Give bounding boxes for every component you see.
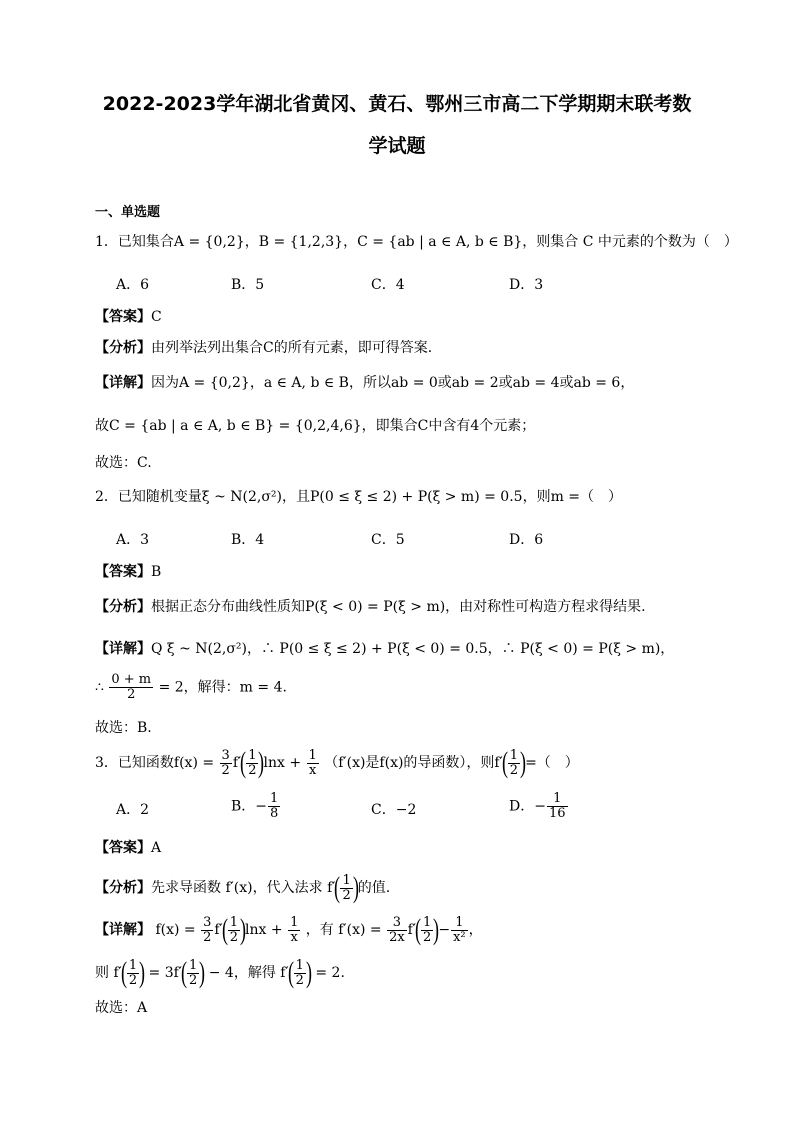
fraction-1-2: $\frac{1}{2}$ (509, 747, 519, 778)
q2-detail1: Q ξ ~ N(2,σ²)，∴ P(0 ≤ ξ ≤ 2) + P(ξ < 0) = 0.5，∴ P(ξ < 0) = P(ξ > m)， (151, 641, 675, 657)
fraction-1-x: $\frac{1}{x}$ (308, 747, 317, 778)
q1-option-a: A．6 (116, 277, 150, 293)
page-title-line2: 学试题 (368, 135, 426, 157)
q2-option-c: C．5 (371, 532, 405, 548)
detail-tag: 【详解】 (95, 641, 151, 657)
q2-analysis-line (95, 597, 646, 617)
q2-stem: 2．已知随机变量ξ ~ N(2,σ²)，且P(0 ≤ ξ ≤ 2) + P(ξ > m) = 0.5，则m =（ ） (95, 489, 623, 505)
q3-lnx: lnx + (263, 755, 302, 771)
section-heading: 一、单选题 (95, 205, 161, 220)
q2-option-d: D．6 (509, 532, 544, 548)
q3-option-d (509, 792, 569, 821)
q3-detail1-mid: lnx + (245, 922, 283, 938)
q2-choice: 故选：B. (95, 720, 152, 736)
q2-frac-den: 2 (127, 687, 136, 702)
page-title-line1: 2022-2023学年湖北省黄冈、黄石、鄂州三市高二下学期期末联考数 (102, 93, 692, 115)
q3-detail2-post: = 2. (315, 965, 345, 981)
q3-stem-mid: （f′(x)是f(x)的导函数），则f′ (324, 755, 503, 771)
fraction-3-2: $\frac{3}{2}$ (203, 914, 212, 945)
q3-detail2-pre: 则 f′ (95, 965, 122, 981)
q1-detail-line1 (95, 373, 634, 393)
q3-detail1-end: ， (468, 922, 483, 938)
q2-answer: B (151, 564, 162, 580)
fraction-1-2: $\frac{1}{2}$ (423, 914, 432, 945)
detail-tag: 【详解】 (95, 922, 151, 938)
q2-fraction (109, 673, 153, 702)
detail-tag: 【详解】 (95, 375, 151, 391)
q3-option-d-label: D．− (509, 798, 546, 815)
q3-stem-post: =（ ） (525, 755, 579, 771)
fraction-1-8: $\frac{1}{8}$ (270, 791, 279, 821)
q2-option-a: A．3 (116, 532, 150, 548)
q1-answer-line (95, 307, 162, 327)
q2-detail-line2 (95, 673, 287, 702)
q1-analysis: 由列举法列出集合C的所有元素，即可得答案. (151, 340, 433, 356)
q3-detail2-mid: = 3f′ (148, 965, 182, 981)
q3-fprime: f′ (232, 755, 242, 771)
fraction-1-2: $\frac{1}{2}$ (128, 957, 138, 988)
q1-answer: C (151, 309, 162, 325)
q3-analysis-pre: 先求导函数 f′(x)，代入法求 f′ (151, 880, 336, 896)
analysis-tag: 【分析】 (95, 880, 151, 896)
fraction-3-2: $\frac{3}{2}$ (221, 747, 230, 778)
q1-analysis-line (95, 338, 432, 358)
q3-choice: 故选：A (95, 1000, 148, 1016)
q1-detail-line2: 故C = {ab | a ∈ A, b ∈ B} = {0,2,4,6}，即集合C中含有4个元素； (95, 418, 536, 434)
q2-frac-num: 0 + m (111, 672, 152, 687)
analysis-tag: 【分析】 (95, 340, 151, 356)
fraction-1-2: $\frac{1}{2}$ (229, 914, 239, 945)
fraction-1-2: $\frac{1}{2}$ (342, 872, 351, 903)
q3-answer: A (151, 840, 162, 856)
q1-option-b: B．5 (231, 277, 265, 293)
fraction-3-2x: $\frac{3}{2x}$ (389, 914, 405, 945)
q2-option-b: B．4 (231, 532, 265, 548)
fraction-1-16: $\frac{1}{16}$ (548, 791, 566, 821)
q1-detail1: 因为A = {0,2}，a ∈ A, b ∈ B，所以ab = 0或ab = 2或ab = 4或ab = 6， (151, 375, 635, 391)
q1-option-c: C．4 (371, 277, 405, 293)
fraction-1-x: $\frac{1}{x}$ (290, 914, 299, 945)
answer-tag: 【答案】 (95, 309, 151, 325)
fraction-1-2: $\frac{1}{2}$ (295, 957, 304, 988)
q3-analysis-post: 的值. (357, 880, 391, 896)
q3-stem-pre: 3．已知函数f(x) = (95, 755, 215, 771)
answer-tag: 【答案】 (95, 564, 151, 580)
answer-tag: 【答案】 (95, 840, 151, 856)
q3-option-b-label: B．− (231, 798, 268, 815)
q2-answer-line (95, 562, 161, 582)
q3-detail2-mid2: − 4，解得 f′ (208, 965, 289, 981)
q1-stem: 1．已知集合A = {0,2}，B = {1,2,3}，C = {ab | a ∈ A, b ∈ B}，则集合 C 中元素的个数为（ ） (95, 234, 738, 250)
q3-option-c: C．−2 (371, 802, 417, 818)
q1-option-d: D．3 (509, 277, 544, 293)
q3-option-b (231, 792, 281, 821)
therefore-symbol: ∴ (95, 679, 104, 696)
q3-detail1-mid2: ，有 f′(x) = (305, 922, 382, 938)
q3-answer-line (95, 838, 161, 858)
q2-analysis: 根据正态分布曲线性质知P(ξ < 0) = P(ξ > m)，由对称性可构造方程求得结果. (151, 599, 646, 615)
q2-detail2-result: = 2，解得：m = 4. (158, 679, 287, 696)
q3-analysis-line: 【分析】先求导函数 f′(x)，代入法求 f′( $\frac{1}{2}$ )的值. (95, 871, 391, 904)
q3-option-a: A．2 (116, 802, 150, 818)
fraction-1-2: $\frac{1}{2}$ (248, 747, 257, 778)
q3-stem: 3．已知函数f(x) = $\frac{3}{2}$ f′( $\frac{1}{2}$ )lnx + $\frac{1}{x}$ （f′(x)是f(x)的导函数），则f′( $\frac{1}{2}$ )=（ ） (95, 746, 579, 779)
analysis-tag: 【分析】 (95, 599, 151, 615)
q3-detail-line1: 【详解】 f(x) = $\frac{3}{2}$ f′( $\frac{1}{2}$ )lnx + $\frac{1}{x}$ ，有 f′(x) = $\frac{3}{2x}$ f′( $\frac{1}{2}$ )− $\frac{1}{\text{x²}}$ ， (95, 913, 483, 946)
q3-detail-line2: 则 f′( $\frac{1}{2}$ ) = 3f′( $\frac{1}{2}$ ) − 4，解得 f′( $\frac{1}{2}$ ) = 2. (95, 956, 345, 989)
q1-choice: 故选：C. (95, 455, 152, 471)
fraction-1-x2: $\frac{1}{\text{x²}}$ (453, 914, 466, 945)
fraction-1-2: $\frac{1}{2}$ (189, 957, 198, 988)
q3-detail1-pre: f(x) = (155, 922, 196, 938)
q2-detail-line1 (95, 639, 674, 659)
